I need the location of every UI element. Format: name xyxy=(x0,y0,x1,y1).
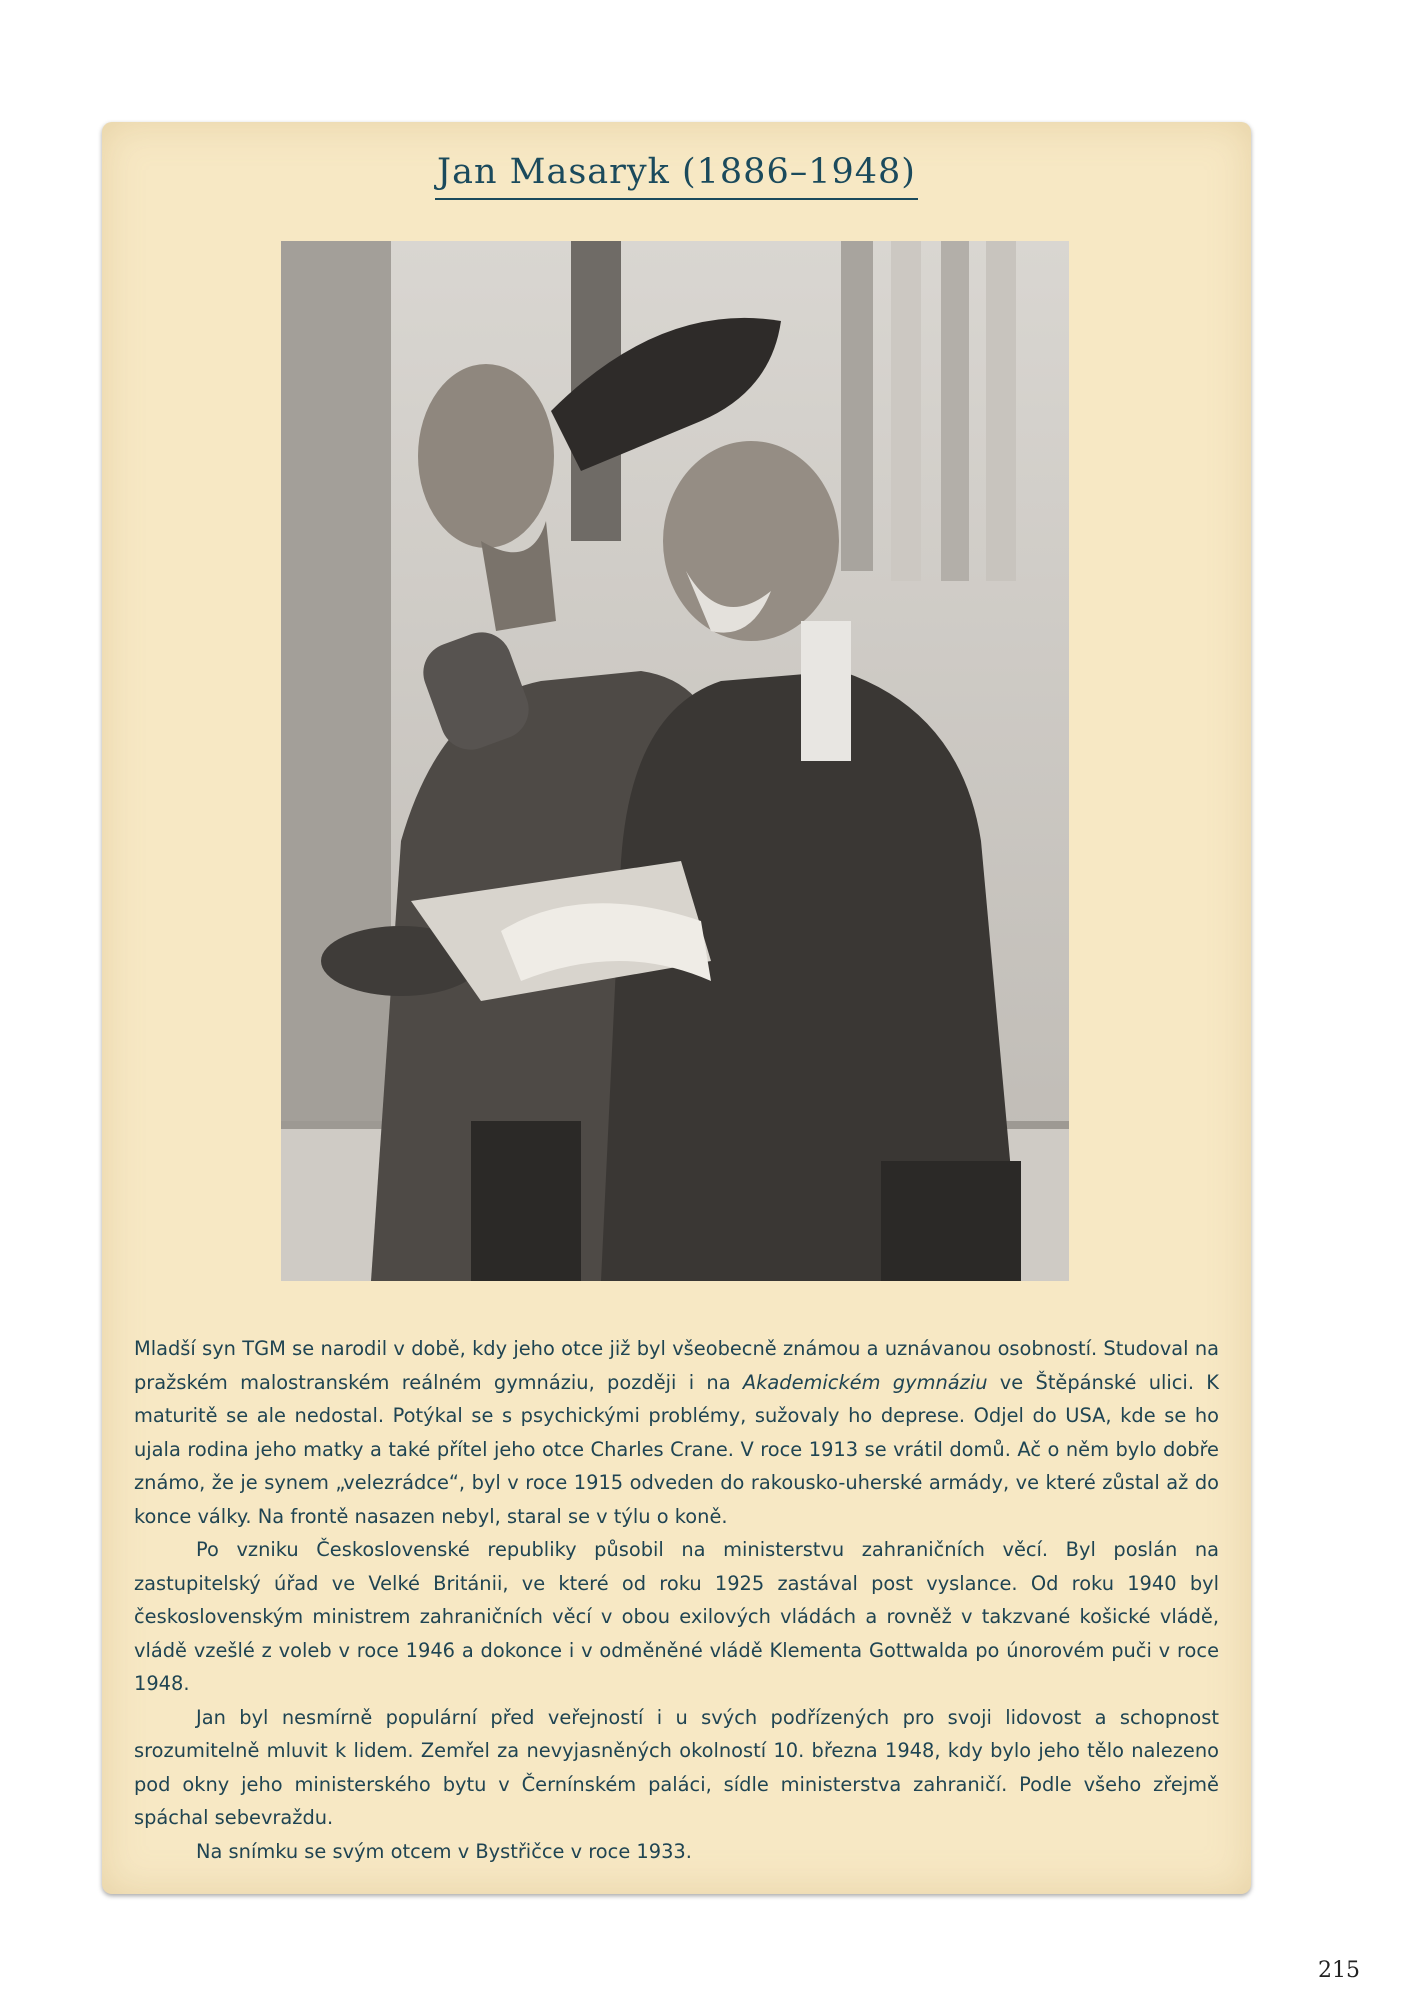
photo-illustration xyxy=(281,241,1069,1281)
title-text: Jan Masaryk (1886–1948) xyxy=(435,152,918,200)
paragraph-2: Po vzniku Československé republiky působil na ministerstvu zahraničních věcí. Byl poslán na zastupitelský úřad ve Velké Británii, ve které od roku 1925 zastával post vyslance. Od roku 1940 byl československým ministrem zahraničních věcí v obou exilových vládách a rovněž v takzvané košické vládě, vládě vzešlé z voleb v roce 1946 a dokonce i v odměněné vládě Klementa Gottwalda po únorovém puči v roce 1948. xyxy=(134,1538,1219,1695)
page-title xyxy=(102,152,1251,200)
historical-photo xyxy=(281,241,1069,1281)
photo-caption: Na snímku se svým otcem v Bystřičce v roce 1933. xyxy=(196,1839,692,1863)
paragraph-1-part-2: ve Štěpánské ulici. K maturitě se ale nedostal. Potýkal se s psychickými problémy, sužovaly ho deprese. Odjel do USA, kde se ho ujala rodina jeho matky a také přítel jeho otce Charles Crane. V roce 1913 se vrátil domů. Ač o něm bylo dobře známo, že je synem „velezrádce“, byl v roce 1915 odveden do rakousko-uherské armády, ve které zůstal až do konce války. Na frontě nasazen nebyl, staral se v týlu o koně. xyxy=(134,1370,1219,1528)
paragraph-3: Jan byl nesmírně populární před veřejností i u svých podřízených pro svoji lidovost a schopnost srozumitelně mluvit k lidem. Zemřel za nevyjasněných okolností 10. března 1948, kdy bylo jeho tělo nalezeno pod okny jeho ministerského bytu v Černínském paláci, sídle ministerstva zahraničí. Podle všeho zřejmě spáchal sebevraždu. xyxy=(134,1705,1219,1829)
paragraph-1-emphasis: Akademickém gymnáziu xyxy=(742,1370,988,1394)
page-panel xyxy=(102,122,1251,1894)
article-body xyxy=(134,1332,1219,1868)
paragraph-1 xyxy=(134,1332,1219,1533)
paragraph-1-part-1: Mladší syn TGM se narodil v době, kdy jeho otce již byl všeobecně známou a uznávanou osobností. Studoval na pražském malostranském reálném gymnáziu, později i na xyxy=(134,1337,1219,1394)
page-number: 215 xyxy=(1318,1958,1360,1983)
